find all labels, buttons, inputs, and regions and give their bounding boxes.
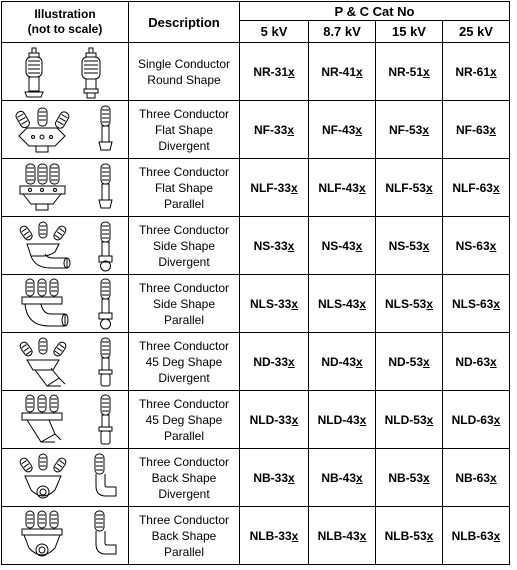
- catalog-suffix: x: [356, 64, 363, 79]
- table-row: [2, 101, 510, 159]
- description-line: Back Shape: [151, 528, 217, 543]
- description-header: Description: [129, 2, 240, 43]
- catalog-suffix: x: [492, 180, 500, 195]
- description-line: Parallel: [163, 196, 205, 211]
- catalog-number: [309, 449, 376, 507]
- header-row-top: [2, 2, 510, 21]
- voltage-header-25kv: 25 kV: [443, 21, 510, 43]
- catalog-suffix: x: [356, 354, 363, 369]
- catalog-number: [309, 217, 376, 275]
- description-line: Parallel: [163, 544, 205, 559]
- description-line: Three Conductor: [138, 164, 230, 179]
- catalog-number: [240, 43, 309, 101]
- catalog-number: [309, 507, 376, 565]
- voltage-header-5kv: 5 kV: [240, 21, 309, 43]
- catalog-base: NB-43: [321, 470, 356, 485]
- catalog-number: [376, 391, 443, 449]
- catalog-base: NR-61: [455, 64, 490, 79]
- catalog-number: [376, 333, 443, 391]
- description-line: Divergent: [158, 138, 210, 153]
- deg45-divergent-illustration: [5, 334, 125, 390]
- description-line: Three Conductor: [138, 454, 230, 469]
- catalog-suffix: x: [355, 238, 363, 253]
- catalog-suffix: x: [490, 64, 497, 79]
- catalog-number: [309, 159, 376, 217]
- illustration-cell: [2, 217, 129, 275]
- illustration-cell: [2, 43, 129, 101]
- table-row: [2, 333, 510, 391]
- catalog-base: NR-41: [321, 64, 356, 79]
- illustration-header-line1: Illustration: [34, 7, 96, 21]
- catalog-base: NLF-53: [385, 180, 426, 195]
- table-row: [2, 449, 510, 507]
- illustration-cell: [2, 275, 129, 333]
- catalog-base: NB-33: [253, 470, 288, 485]
- catalog-suffix: x: [423, 354, 430, 369]
- catalog-suffix: x: [423, 470, 430, 485]
- description-line: Divergent: [158, 370, 210, 385]
- catalog-number: [443, 101, 510, 159]
- catalog-suffix: x: [359, 412, 367, 427]
- catalog-suffix: x: [356, 470, 363, 485]
- catalog-base: NS-63: [455, 238, 490, 253]
- catalog-number: [376, 43, 443, 101]
- catalog-base: NLF-63: [452, 180, 493, 195]
- description-line: Side Shape: [152, 296, 216, 311]
- description-cell: [129, 101, 240, 159]
- catalog-base: NLS-33: [249, 296, 292, 311]
- catalog-suffix: x: [490, 470, 497, 485]
- catalog-suffix: x: [489, 122, 497, 137]
- catalog-base: NLD-33: [249, 412, 292, 427]
- table-row: [2, 43, 510, 101]
- description-line: Parallel: [163, 312, 205, 327]
- catalog-table: [1, 1, 510, 565]
- catalog-base: NLD-43: [317, 412, 360, 427]
- catalog-base: NLB-43: [317, 528, 360, 543]
- catalog-base: NB-53: [388, 470, 423, 485]
- catalog-base: NS-43: [321, 238, 356, 253]
- catalog-base: NLD-63: [451, 412, 494, 427]
- catalog-number: [309, 43, 376, 101]
- catalog-suffix: x: [287, 238, 295, 253]
- description-cell: [129, 43, 240, 101]
- catalog-number: [240, 217, 309, 275]
- catalog-number: [240, 449, 309, 507]
- catalog-suffix: x: [291, 412, 299, 427]
- catalog-base: ND-33: [253, 354, 288, 369]
- catalog-number: [309, 333, 376, 391]
- catalog-number: [376, 159, 443, 217]
- catalog-base: NB-63: [455, 470, 490, 485]
- catalog-suffix: x: [290, 180, 298, 195]
- table-row: [2, 391, 510, 449]
- catalog-suffix: x: [425, 180, 433, 195]
- catalog-suffix: x: [288, 470, 295, 485]
- catalog-number: [376, 101, 443, 159]
- illustration-cell: [2, 101, 129, 159]
- catalog-number: [376, 449, 443, 507]
- description-cell: [129, 333, 240, 391]
- deg45-parallel-illustration: [5, 392, 125, 448]
- catalog-base: NLS-43: [317, 296, 360, 311]
- catalog-base: NF-33: [253, 122, 288, 137]
- catalog-base: NLS-63: [451, 296, 494, 311]
- catalog-suffix: x: [291, 528, 299, 543]
- catalog-base: NF-63: [455, 122, 490, 137]
- table-row: [2, 217, 510, 275]
- illustration-header-line2: (not to scale): [27, 22, 103, 36]
- catalog-suffix: x: [423, 64, 430, 79]
- catalog-number: [443, 217, 510, 275]
- catalog-suffix: x: [359, 296, 367, 311]
- description-line: Back Shape: [151, 470, 217, 485]
- description-line: Divergent: [158, 254, 210, 269]
- description-line: Divergent: [158, 486, 210, 501]
- description-cell: [129, 391, 240, 449]
- catalog-number: [376, 507, 443, 565]
- catalog-base: ND-53: [388, 354, 423, 369]
- illustration-cell: [2, 391, 129, 449]
- catalog-number: [240, 507, 309, 565]
- catalog-number: [376, 217, 443, 275]
- catalog-base: NR-51: [388, 64, 423, 79]
- catalog-base: NLS-53: [384, 296, 427, 311]
- description-line: 45 Deg Shape: [145, 354, 223, 369]
- catalog-number: [443, 449, 510, 507]
- flat-divergent-illustration: [5, 102, 125, 158]
- catalog-suffix: x: [493, 296, 501, 311]
- catalog-suffix: x: [355, 122, 363, 137]
- catalog-number: [443, 275, 510, 333]
- description-line: Flat Shape: [154, 180, 214, 195]
- catalog-suffix: x: [359, 528, 367, 543]
- description-line: Three Conductor: [138, 106, 230, 121]
- catalog-base: NF-53: [388, 122, 423, 137]
- catalog-base: ND-43: [321, 354, 356, 369]
- catalog-suffix: x: [422, 122, 430, 137]
- catalog-base: NF-43: [321, 122, 356, 137]
- illustration-cell: [2, 159, 129, 217]
- catalog-suffix: x: [288, 354, 295, 369]
- voltage-header-15kv: 15 kV: [376, 21, 443, 43]
- catalog-number: [309, 101, 376, 159]
- catalog-number: [443, 391, 510, 449]
- side-divergent-illustration: [5, 218, 125, 274]
- catalog-number: [240, 275, 309, 333]
- description-line: Three Conductor: [138, 222, 230, 237]
- description-line: 45 Deg Shape: [145, 412, 223, 427]
- description-cell: [129, 275, 240, 333]
- catalog-suffix: x: [291, 296, 299, 311]
- catalog-base: ND-63: [455, 354, 490, 369]
- catalog-number: [240, 391, 309, 449]
- description-line: Round Shape: [147, 72, 221, 87]
- catalog-suffix: x: [493, 412, 501, 427]
- voltage-header-8-7kv: 8.7 kV: [309, 21, 376, 43]
- table-row: [2, 507, 510, 565]
- flat-parallel-illustration: [5, 160, 125, 216]
- illustration-cell: [2, 449, 129, 507]
- table-row: [2, 159, 510, 217]
- catalog-number: [309, 391, 376, 449]
- description-cell: [129, 507, 240, 565]
- catalog-base: NS-53: [388, 238, 423, 253]
- illustration-header: [2, 2, 129, 43]
- catalog-base: NLB-63: [451, 528, 494, 543]
- catalog-suffix: x: [489, 238, 497, 253]
- catalog-number: [240, 333, 309, 391]
- catalog-base: NLF-43: [318, 180, 359, 195]
- catalog-number: [443, 43, 510, 101]
- catalog-number: [443, 159, 510, 217]
- catalog-suffix: x: [287, 122, 295, 137]
- description-cell: [129, 217, 240, 275]
- catalog-base: NLB-33: [249, 528, 292, 543]
- catalog-suffix: x: [493, 528, 501, 543]
- description-line: Three Conductor: [138, 512, 230, 527]
- side-parallel-illustration: [5, 276, 125, 332]
- catalog-suffix: x: [358, 180, 366, 195]
- catalog-suffix: x: [288, 64, 295, 79]
- catalog-group-header: P & C Cat No: [240, 2, 510, 21]
- catalog-number: [240, 159, 309, 217]
- description-line: Three Conductor: [138, 280, 230, 295]
- catalog-suffix: x: [422, 238, 430, 253]
- catalog-suffix: x: [426, 412, 434, 427]
- catalog-number: [443, 507, 510, 565]
- catalog-base: NLF-33: [250, 180, 291, 195]
- single-round-illustration: [5, 44, 125, 100]
- catalog-number: [240, 101, 309, 159]
- description-line: Single Conductor: [137, 56, 231, 71]
- table-row: [2, 275, 510, 333]
- back-divergent-illustration: [5, 450, 125, 506]
- illustration-cell: [2, 333, 129, 391]
- back-parallel-illustration: [5, 508, 125, 564]
- description-cell: [129, 449, 240, 507]
- catalog-number: [309, 275, 376, 333]
- description-line: Three Conductor: [138, 396, 230, 411]
- illustration-cell: [2, 507, 129, 565]
- description-line: Side Shape: [152, 238, 216, 253]
- description-line: Three Conductor: [138, 338, 230, 353]
- catalog-number: [376, 275, 443, 333]
- catalog-number: [443, 333, 510, 391]
- catalog-suffix: x: [426, 528, 434, 543]
- catalog-suffix: x: [426, 296, 434, 311]
- description-line: Flat Shape: [154, 122, 214, 137]
- catalog-base: NLD-53: [384, 412, 427, 427]
- catalog-suffix: x: [490, 354, 497, 369]
- catalog-base: NLB-53: [384, 528, 427, 543]
- catalog-base: NR-31: [253, 64, 288, 79]
- description-line: Parallel: [163, 428, 205, 443]
- catalog-base: NS-33: [253, 238, 288, 253]
- description-cell: [129, 159, 240, 217]
